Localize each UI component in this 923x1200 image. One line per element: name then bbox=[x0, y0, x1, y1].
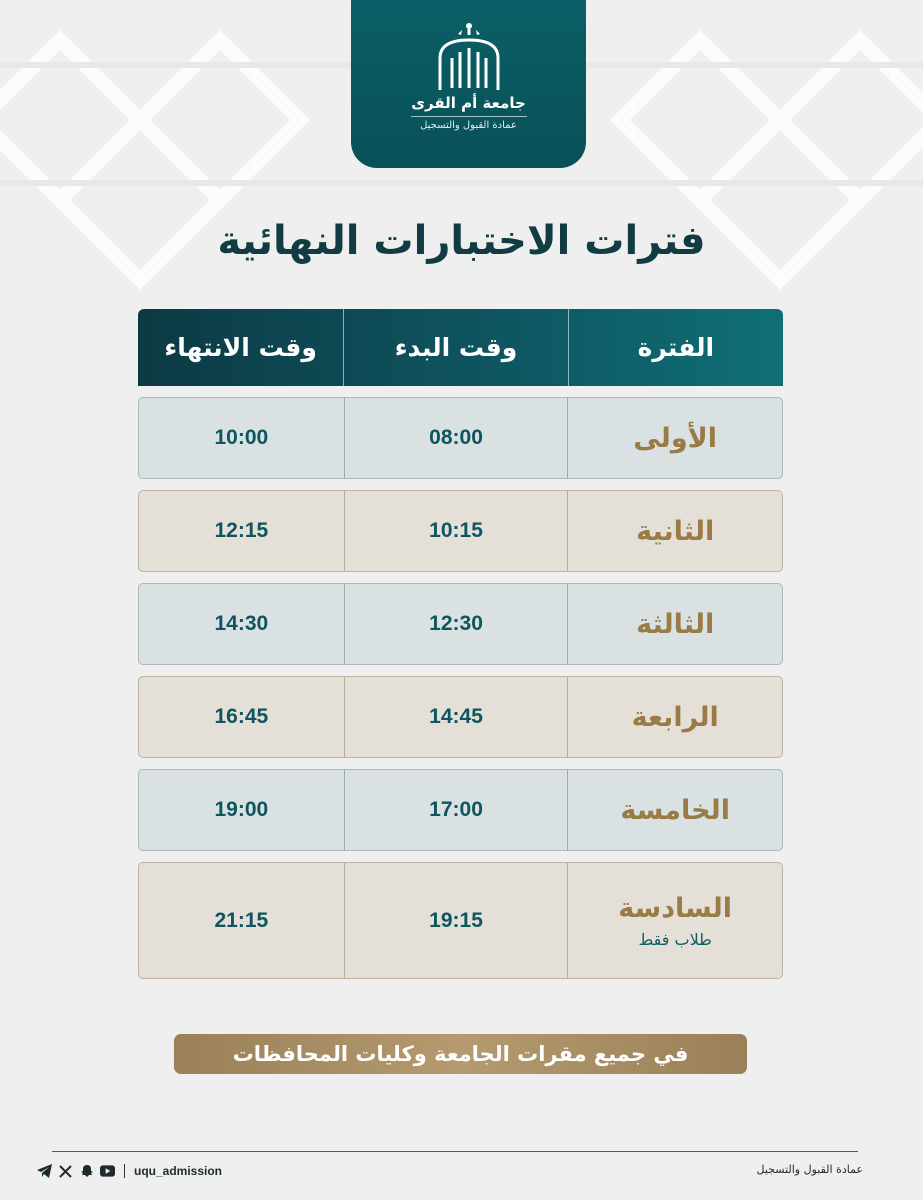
period-name: الثالثة bbox=[636, 608, 715, 640]
footer-divider bbox=[52, 1151, 858, 1152]
period-cell bbox=[567, 491, 782, 571]
university-name: جامعة أم القرى bbox=[411, 94, 526, 112]
end-time: 14:30 bbox=[214, 612, 269, 635]
table-row bbox=[138, 862, 783, 979]
deanship-name: عمادة القبول والتسجيل bbox=[420, 120, 517, 131]
start-time: 14:45 bbox=[429, 705, 483, 728]
end-cell bbox=[139, 677, 344, 757]
end-time: 16:45 bbox=[214, 705, 269, 728]
locations-banner: في جميع مقرات الجامعة وكليات المحافظات bbox=[174, 1034, 747, 1074]
footer-department: عمادة القبول والتسجيل bbox=[756, 1163, 863, 1176]
end-time: 21:15 bbox=[214, 908, 269, 932]
period-cell bbox=[567, 677, 782, 757]
youtube-icon[interactable] bbox=[100, 1164, 115, 1179]
exam-periods-table bbox=[138, 309, 783, 979]
start-cell bbox=[344, 770, 568, 850]
period-name: الرابعة bbox=[631, 701, 719, 733]
period-note: طلاب فقط bbox=[638, 929, 712, 949]
start-cell bbox=[344, 677, 568, 757]
end-time: 19:00 bbox=[214, 798, 269, 821]
table-row bbox=[138, 769, 783, 851]
column-header-end-time: وقت الانتهاء bbox=[164, 333, 317, 362]
table-row bbox=[138, 490, 783, 572]
table-row bbox=[138, 583, 783, 665]
period-name: السادسة bbox=[618, 892, 733, 924]
start-time: 12:30 bbox=[429, 612, 483, 635]
period-name: الأولى bbox=[633, 422, 717, 454]
table-header bbox=[138, 309, 783, 386]
start-cell bbox=[344, 398, 568, 478]
period-cell bbox=[567, 863, 782, 978]
period-cell bbox=[567, 584, 782, 664]
end-cell bbox=[139, 584, 344, 664]
snapchat-icon[interactable] bbox=[79, 1164, 94, 1179]
end-time: 12:15 bbox=[214, 519, 269, 542]
university-emblem-icon bbox=[434, 20, 504, 92]
end-cell bbox=[139, 863, 344, 978]
telegram-icon[interactable] bbox=[37, 1164, 52, 1179]
end-cell bbox=[139, 491, 344, 571]
page-title: فترات الاختبارات النهائية bbox=[217, 218, 706, 264]
column-header-period: الفترة bbox=[568, 309, 783, 386]
table-row bbox=[138, 397, 783, 479]
start-cell bbox=[344, 491, 568, 571]
start-cell bbox=[344, 863, 568, 978]
start-time: 10:15 bbox=[429, 519, 483, 542]
social-handle[interactable]: uqu_admission bbox=[134, 1164, 223, 1178]
logo-divider bbox=[411, 116, 527, 117]
social-links bbox=[37, 1161, 222, 1181]
end-cell bbox=[139, 770, 344, 850]
period-cell bbox=[567, 398, 782, 478]
end-cell bbox=[139, 398, 344, 478]
column-header-start-time: وقت البدء bbox=[343, 309, 567, 386]
period-name: الثانية bbox=[636, 515, 715, 547]
start-time: 19:15 bbox=[429, 908, 483, 932]
start-time: 08:00 bbox=[429, 426, 483, 449]
x-icon[interactable] bbox=[58, 1164, 73, 1179]
period-name: الخامسة bbox=[620, 794, 730, 826]
university-logo bbox=[351, 0, 586, 168]
table-row bbox=[138, 676, 783, 758]
end-time: 10:00 bbox=[214, 426, 269, 449]
separator bbox=[124, 1164, 125, 1178]
start-cell bbox=[344, 584, 568, 664]
start-time: 17:00 bbox=[429, 798, 483, 821]
period-cell bbox=[567, 770, 782, 850]
